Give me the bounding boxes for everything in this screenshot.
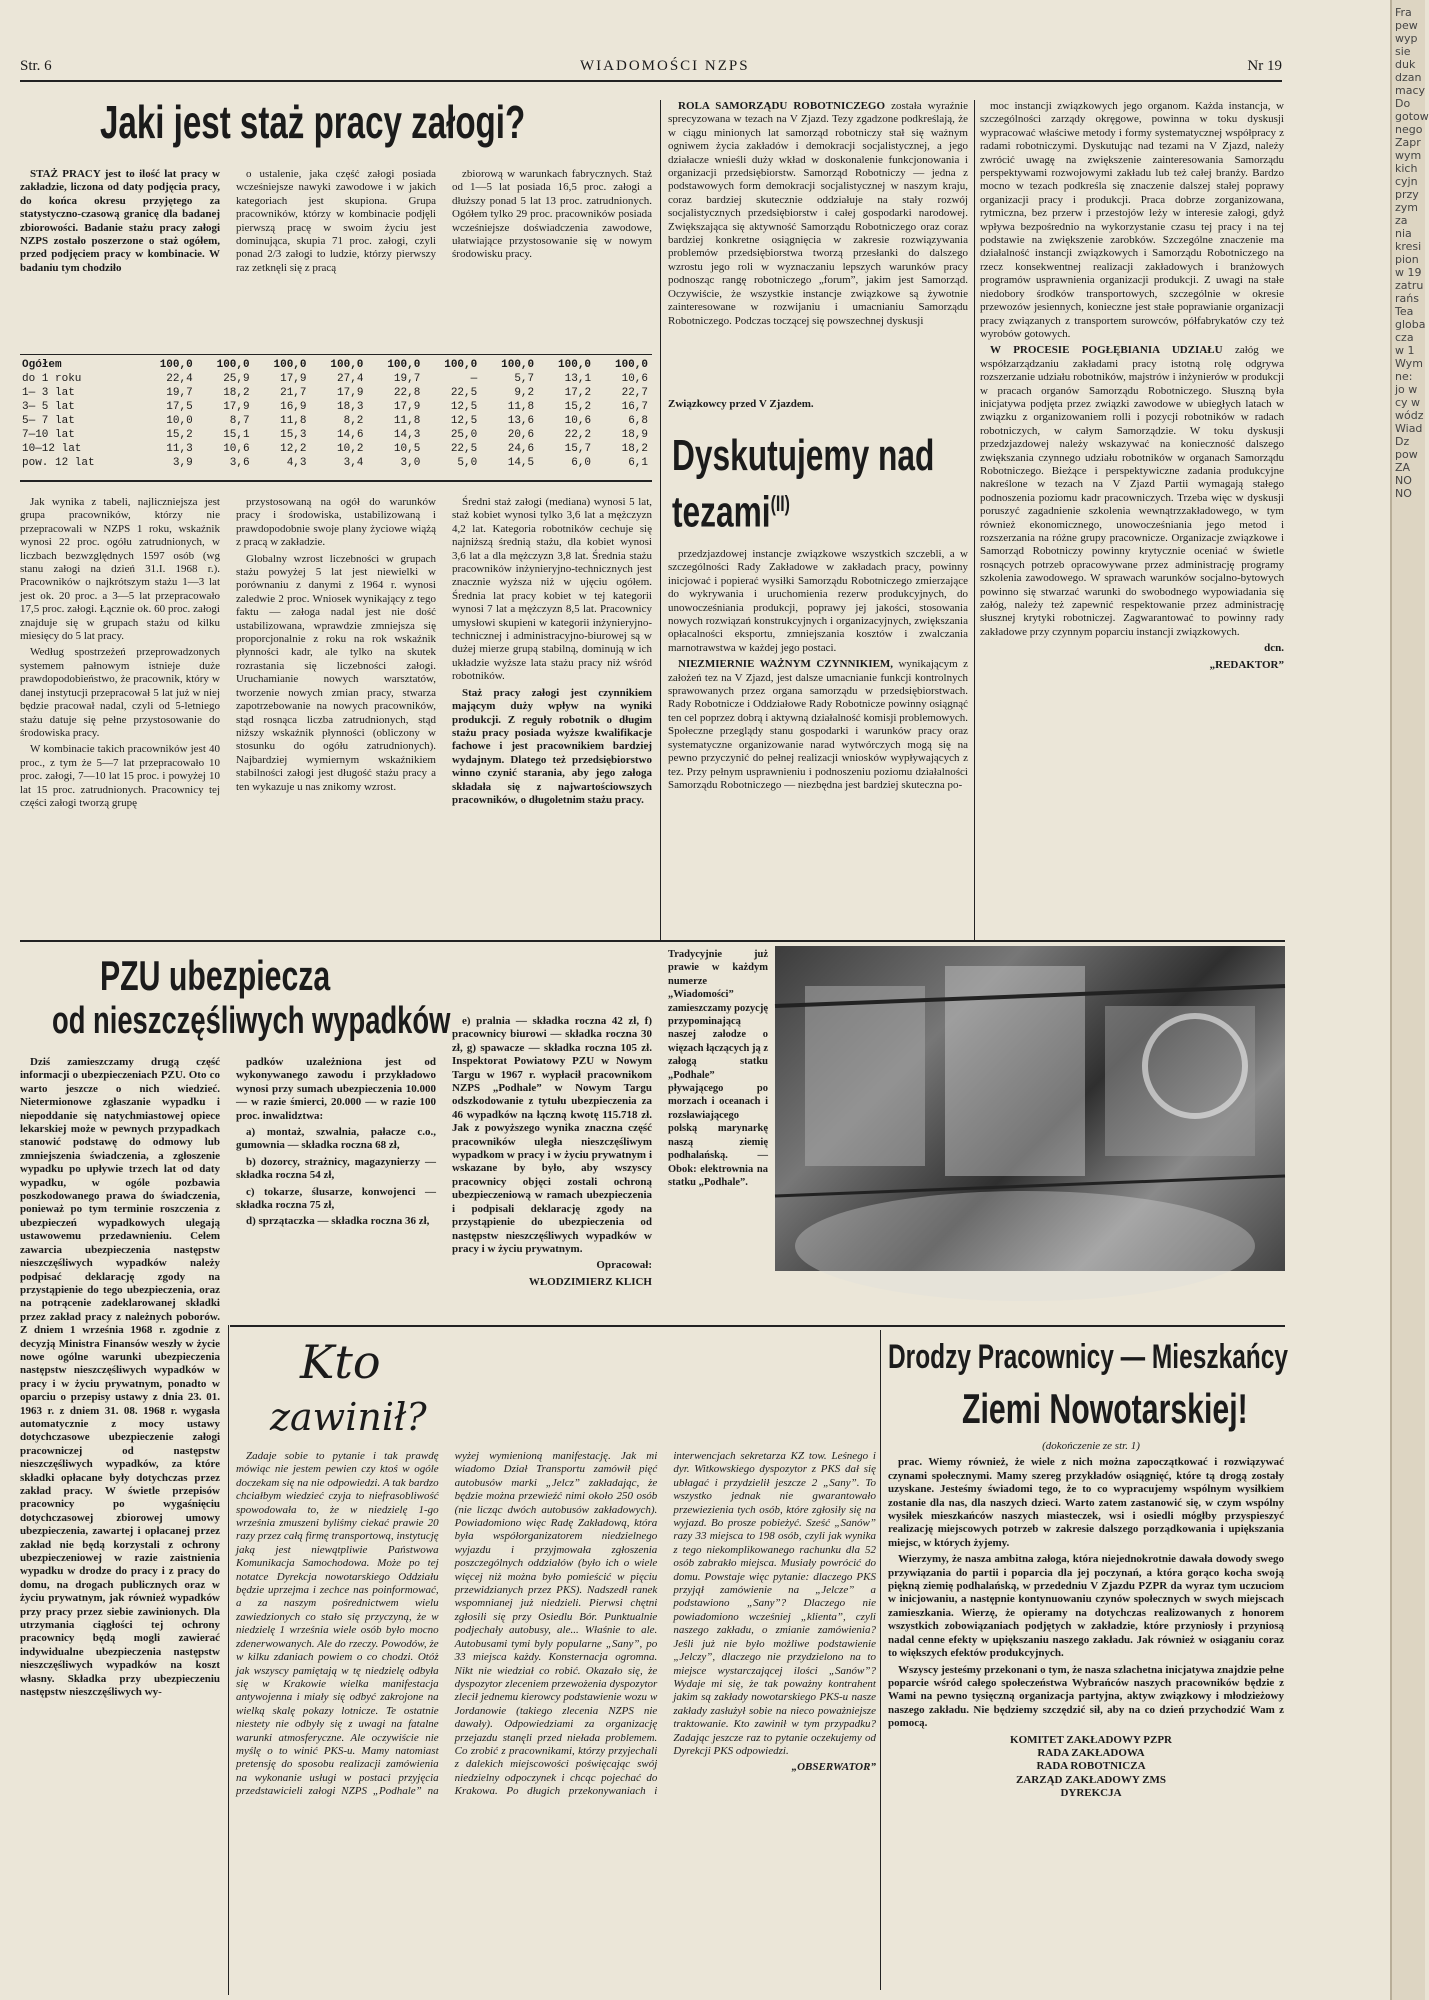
table-cell: 12,5 xyxy=(450,401,478,413)
drodzy-title-1: Drodzy Pracownicy — Mieszkańcy xyxy=(888,1338,1288,1376)
table-cell: 18,3 xyxy=(337,401,364,413)
table-row xyxy=(20,442,650,456)
table-cell: 10,0 xyxy=(166,415,193,427)
table-cell: 15,1 xyxy=(223,429,250,441)
table-cell: 14,3 xyxy=(393,429,421,441)
table-cell: 20,6 xyxy=(507,429,535,441)
table-cell: 18,9 xyxy=(621,429,648,441)
table-cell: 14,5 xyxy=(507,457,535,469)
table-cell: 10,5 xyxy=(393,443,421,455)
table-cell: 10—12 lat xyxy=(22,443,82,455)
dyskutujemy-body: przedzjazdowej instancje związkowe wszystkich szczebli, a w szczególności Rady Zakładowe w zakładach pracy, powinny inicjować i popierać wysiłki Samorządu Robotniczego zmierzające do wykrywania i uruchomienia rezerw produkcyjnych, do unowocześniania produkcji, poprawy jej jakości, stosowania nowych rozwiązań konstrukcyjnych i organizacyjnych, zwiększania opłacalności eksportu, zmniejszania kosztów i zwalczania marnotrawstwa w każdej jego postaci. NIEZMIERNIE WAŻNYM CZYNNIKIEM, wynikającym z założeń tez na V Zjazd, jest dalsze umacnianie funkcji kontrolnych sprawowanych przez organa samorządu w przedsiębiorstwach. Rady Robotnicze i Oddziałowe Rady Robotnicze powinny osiągnąć ten cel poprzez dobrą i aktywną działalność komisji problemowych. Społeczne przeglądy stanu gospodarki i warunków pracy oraz systematyczne organizowanie narad wytwórczych mogą się na pewno przyczynić do pełnej realizacji wniosków wypływających z tez. Przy pełnym usprawnieniu i podnoszeniu poziomu działalności Samorządu Robotniczego — niezbędna jest bardziej skuteczna po- xyxy=(668,548,968,791)
page-header xyxy=(20,58,1282,82)
table-cell: 7—10 lat xyxy=(22,429,75,441)
table-cell: 3,4 xyxy=(343,457,364,469)
table-cell: 22,8 xyxy=(393,387,421,399)
table-row xyxy=(20,414,650,428)
table-cell: 10,2 xyxy=(337,443,364,455)
table-cell: 8,7 xyxy=(229,415,250,427)
table-cell: 11,3 xyxy=(166,443,193,455)
table-cell: 17,9 xyxy=(393,401,421,413)
table-cell: 6,0 xyxy=(571,457,592,469)
table-cell: 5— 7 lat xyxy=(22,415,75,427)
staz-table xyxy=(20,358,650,470)
table-cell: 13,1 xyxy=(564,373,592,385)
table-cell: 17,5 xyxy=(166,401,193,413)
table-cell: 100,0 xyxy=(501,359,535,371)
table-cell: 22,5 xyxy=(450,387,478,399)
kto-title-2: zawinił? xyxy=(270,1395,427,1439)
adjacent-page-edge: Fra pew wyp sie duk dzan macy Do gotow nego Zapr wym kich cyjn przy zym za nia kresi pion w 19 zatru rańs Tea globa cza w 1 Wym ne: jo w cy w wódz Wiad Dz pow ZA NO NO xyxy=(1390,0,1425,2000)
table-cell: pow. 12 lat xyxy=(22,457,95,469)
table-cell: 13,6 xyxy=(507,415,535,427)
page-number: Str. 6 xyxy=(20,58,52,74)
table-cell: 3,6 xyxy=(229,457,250,469)
table-cell: 25,9 xyxy=(223,373,250,385)
table-cell: 12,2 xyxy=(280,443,307,455)
table-cell: 15,2 xyxy=(564,401,592,413)
table-cell: 24,6 xyxy=(507,443,535,455)
drodzy-body: (dokończenie ze str. 1) prac. Wiemy również, że wiele z nich można zapoczątkować i rozwiązywać czynami społecznymi. Mamy szereg przykładów osiągnięć, które tą drogą zostały uzyskane. Jesteśmy świadomi tego, że to co wypracujemy wspólnym wysiłkiem zostanie dla nas, dla naszych dzieci. Warto zatem zastanowić się, w czym wspólny wysiłek mieszkańców naszych miasteczek, wsi i osiedli mógłby przyspieszyć realizację miejscowych potrzeb w zakresie dalszego porządkowania i upiększania miejsc, w których żyjemy. Wierzymy, że nasza ambitna załoga, która niejednokrotnie dawała dowody swego przywiązania do partii i poparcia dla jej poczynań, a która gorąco kocha swoją piękną ziemię podhalańską, w przededniu V Zjazdu PZPR da wyraz tym uczuciom w inicjowaniu, a następnie kontynuowaniu czynów społecznych w swych miejscach zamieszkania. Wierzę, że opieramy na dotychczas realizowanych z honorem wszystkich zobowiązaniach podjętych w zakładzie, które przyniosły i przyniosą nadal cenne efekty w upiększaniu naszego zakładu. Jak również w osiąganiu coraz to większych efektów produkcyjnych. Wszyscy jesteśmy przekonani o tym, że nasza szlachetna inicjatywa znajdzie pełne poparcie wśród całego społeczeństwa Wybrańców naszych pracowników będzie z Wami na pewno tysięczną organizacja partyjna, aktyw związkowy i młodzieżowy naszego zakładu. Nie będziemy szczędzić sił, aby na co dzień przychodzić Wam z pomocą. KOMITET ZAKŁADOWY PZPR RADA ZAKŁADOWA RADA ROBOTNICZA ZARZĄD ZAKŁADOWY ZMS DYREKCJA xyxy=(888,1440,1284,1800)
table-cell: 25,0 xyxy=(450,429,478,441)
newspaper-title: WIADOMOŚCI NZPS xyxy=(580,58,750,74)
samorzad-intro: ROLA SAMORZĄDU ROBOTNICZEGO została wyraźnie sprecyzowana w tezach na V Zjazd. Tezy zgadzone podkreślają, że w ciągu minionych lat samorząd robotniczy stał się ważnym ogniwem życia zakładów i demokracji socjalistycznej, a jego działacze wnieśli duży wkład w doskonalenie funkcjonowania i organizacji przedsiębiorstw. Samorząd Robotniczy — jedna z podstawowych form demokracji socjalistycznej w naszym kraju, coraz bardziej skutecznie oddziałuje na stały rozwój socjalistycznych przedsiębiorstw i całej gospodarki narodowej. Zwiększająca się aktywność Samorządu Robotniczego oraz coraz bardziej konkretne osiągnięcia w zakresie rozwiązywania problemów przedsiębiorstwa tworzą przesłanki do dalszego wzrostu jego roli w wyznaczaniu lepszych warunków pracy podnosząc rangę robotniczego „forum”, jakim jest Samorząd. Oczywiście, że wszystkie instancje związkowe są żywotnie zainteresowane w rozwijaniu i umacnianiu Samorządu Robotniczego. Podczas toczącej się powszechnej dyskusji xyxy=(668,100,968,327)
table-cell: 1— 3 lat xyxy=(22,387,75,399)
table-cell: 6,8 xyxy=(628,415,648,427)
pzu-col2: padków uzależniona jest od wykonywanego zawodu i przykładowo wynosi przy sumach ubezpieczenia 10.000 — w razie śmierci, 20.000 — w razie 100 proc. inwalidztwa: a) montaż, szwalnia, pałacze c.o., gumownia — składka roczna 68 zł, b) dozorcy, strażnicy, magazynierzy — składka roczna 54 zł, c) tokarze, ślusarze, konwojenci — składka roczna 75 zł, d) sprzątaczka — składka roczna 36 zł, xyxy=(236,1056,436,1228)
table-cell: 16,7 xyxy=(621,401,648,413)
pzu-col1: Dziś zamieszczamy drugą część informacji o ubezpieczeniach PZU. Oto co warto jeszcze o nich wiedzieć. Nietermionowe zgłaszanie wypadku i niepoddanie się natychmiastowej opiece lekarskiej może w pewnych przypadkach stanowić podstawę do odmowy lub zmniejszenia świadczenia, a zgłoszenie wypadku po upływie trzech lat od daty wypadku, w ogóle pozbawia poszkodowanego prawa do świadczenia, ponieważ po tym terminie roszczenia z ubezpieczeń wypadkowych ulegają ustawowemu przedawnieniu. Celem zawarcia ubezpieczenia następstw nieszczęśliwych wypadków należy podpisać deklarację zgody na przystąpienie do tego ubezpieczenia, oraz na potrącenie zadeklarowanej składki przez zakład pracy z należnych poborów. Z dniem 1 września 1968 r. zgodnie z decyzją Ministra Finansów weszły w życie nowe ogólne warunki ubezpieczenia następstw nieszczęśliwych wypadków w pracy i w życiu prywatnym, ponadto w oparciu o przepisy ustawy z dnia 23. 01. 1963 r. z dniem 31. 08. 1968 r. wygasła automatycznie z mocy ustawy dotychczasowe ubezpieczenie załogi pracowniczej od następstw nieszczęśliwych wypadków, za które składki opłacane były dotychczas przez zakład pracy. W świetle przepisów pracownicy po wygaśnięciu dotychczasowej zbiorowej umowy ubezpieczenia, zawartej i opłacanej przez zakład nie będą korzystali z ochrony ubezpieczeniowej w razie zaistnienia wypadku w drodze do pracy i z pracy do domu, na drogach publicznych oraz w życiu prywatnym, jak również wypadków przy pracy przez siebie zawinionych. Dla utrzymania ciągłości tej ochrony pracownicy będą mogli zawierać indywidualne ubezpieczenia następstw nieszczęśliwych wypadków na koszt własny. Składka przy ubezpieczeniu następstw nieszczęśliwych wy- xyxy=(20,1056,220,1699)
table-cell: 11,8 xyxy=(507,401,535,413)
staz-intro-3: zbiorową w warunkach fabrycznych. Staż od 1—5 lat posiada 16,5 proc. załogi a dłuższy ponad 5 lat 13 proc. zatrudnionych. Ogółem tylko 29 proc. pracowników posiada wcześniejsze doświadczenia zawodowe, ułatwiające przystosowanie się w nowym środowisku pracy. xyxy=(452,168,652,261)
table-cell: 5,0 xyxy=(457,457,478,469)
table-cell: 22,5 xyxy=(450,443,478,455)
table-cell: 8,2 xyxy=(343,415,364,427)
ship-engine-room-photo xyxy=(775,946,1285,1271)
table-cell: — xyxy=(470,373,478,385)
dyskutujemy-title: Dyskutujemy nad tezami$^{(II)}$ xyxy=(672,431,935,537)
staz-body-col2: przystosowaną na ogół do warunków pracy i środowiska, ustabilizowaną i prawdopodobnie swoje plany życiowe wiążą z pracą w zakładzie. Globalny wzrost liczebności w grupach stażu powyżej 5 lat jest niewielki w porównaniu z danymi z 1964 r. wynosi zaledwie 2 proc. Wniosek wynikający z tego faktu — załoga nadal jest nie dość ustabilizowana, wprawdzie zmniejsza się proporcjonalnie z roku na rok wskaźnik płynności kadr, ale tylko na skutek rozrastania się liczebności załogi. Uruchamianie nowych warsztatów, tworzenie nowych zmian pracy, stwarza zapotrzebowanie na nowych pracowników, stąd rosnąca liczba zatrudnionych, stąd niższy wskaźnik płynności (obliczony w stosunku do ogółu zatrudnionych). Najbardziej wymiernym wskaźnikiem stabilności załogi jest długość stażu pracy a ten wykazuje u nas znikomy wzrost. xyxy=(236,496,436,793)
kto-title-1: Kto xyxy=(300,1335,381,1389)
kto-body: Zadaje sobie to pytanie i tak prawdę mówiąc nie jestem pewien czy ktoś w ogóle doczekam się na nie odpowiedzi. A tak bardzo chciałbym wiedzieć czyja to niefrasobliwość spowodowała to, że w niedzielę 1-go września zmuszeni byliśmy ciekać prawie 20 razy przez całą firmę transportową, instytucję jaką jest niewątpliwie Państwowa Komunikacja Samochodowa. Może po tej notatce Dyrekcja nowotarskiego Oddziału będzie uprzejma i zechce nas poinformować, a za naszym pośrednictwem wielu zawiedzionych co stało się przyczyną, że w niedzielę 1 września wiele osób było mocno zdenerwowanych. Ale do rzeczy. Powodów, że w kilku zdaniach powiem o co chodzi. Otóż jak wszyscy pamiętają w tę niedzielę odbyła się w Krakowie wielka manifestacja antywojenna i miały się odbyć zakrojone na wielką skalę pokazy lotnicze. Te ostatnie niestety nie odbyły się z uwagi na fatalne warunki atmosferyczne. Ale oczywiście nie myślę o to winić PKS-u. Mamy natomiast pretensję do sposobu realizacji zamówienia na wykonanie usługi w postaci przyjęcia przedstawicieli załogi NZPS „Podhale” na wyżej wymienioną manifestację. Jak mi wiadomo Dział Transportu zamówił pięć autobusów marki „Jelcz” zakładając, że będzie można przewieźć nimi około 250 osób (nie licząc dwóch autobusów zakładowych). Powiadomiono więc Radę Zakładową, która była współorganizatorem niedzielnego wyjazdu i przyjmowała zgłoszenia poszczególnych oddziałów (było ich o wiele więcej niż można było pomieścić w pięciu przewidzianych przez PKS). Nadszedł ranek wspomnianej już niedzieli. Pierwsi chętni zgłosili się przy Osiedlu Bór. Punktualnie podjechały autobusy, ale... Właśnie to ale. Autobusami tymi byly popularne „Sany”, po 33 miejsca każdy. Konsternacja ogromna. Nikt nie wiedział co robić. Okazało się, że dyspozytor zleceniem przewożenia dyspozytor zlecił jednemu kierowcy podstawienie wozu w Jordanowie (takiego zlecenia NZPS nie dawały). Odpowiedziami za organizację przejazdu stanęli przed niełada problemem. Co zrobić z pracownikami, którzy przyjechali z dalekich miejscowości poświęcając swój niedzielny odpoczynek i chcąc pojechać do Krakowa. Po długich przekonywaniach i interwencjach sekretarza KZ tow. Leśnego i dyr. Witkowskiego dyspozytor z PKS dał się ubłagać i przydzielił jeszcze 2 „Sany”. To wszystko jednak nie gwarantowało przewiezienia tych osób, które zgłosiły się na wyjazd. Bo prosze pobieżyć. Sześć „Sanów” razy 33 miejsca to 198 osób, czyli jak wynika z tego niekomplikowanego rachunku dla 52 osób zabrakło miejsca. Musiały powrócić do domu. Powstaje więc pytanie: dlaczego PKS przyjął zamówienie na „Jelcze” a podstawiono „Sany”? Dlaczego nie powiadomiono wcześniej „klienta”, czyli naszego zakładu, o zmianie zamówienia? Jeśli już nie było możliwe podstawienie „Jelczy”, dlaczego nie przydzielono na to miejsce wystarczającej ilości „Sanów”? Wydaje mi się, że tak poważny kontrahent jakim są zakłady nowotarskiego PKS-u nasze zakłady zasłużył sobie na nieco poważniejsze traktowanie. Kto zawinił w tym przypadku? Zadając jeszcze raz to pytanie oczekujemy od Dyrekcji PKS odpowiedzi. „OBSERWATOR” xyxy=(236,1450,876,1798)
table-cell: 17,2 xyxy=(564,387,592,399)
staz-intro-2: o ustalenie, jaka część załogi posiada wcześniejsze nawyki zawodowe i w jakich kategoriach jest skupiona. Grupa pracowników, którzy w kombinacie podjęli pierwszą pracę w swoim życiu jest dominująca, skupia 71 proc. załogi, czyli ponad 2/3 załogi to ludzie, którzy pierwszy raz zetknęli się z pracą xyxy=(236,168,436,274)
pzu-title-1: PZU ubezpiecza xyxy=(100,952,331,999)
table-cell: 3— 5 lat xyxy=(22,401,75,413)
table-row xyxy=(20,372,650,386)
table-cell: 14,6 xyxy=(337,429,364,441)
table-row xyxy=(20,358,650,372)
table-cell: 16,9 xyxy=(280,401,307,413)
table-cell: 9,2 xyxy=(514,387,535,399)
table-row xyxy=(20,400,650,414)
table-cell: 100,0 xyxy=(330,359,364,371)
table-cell: 22,4 xyxy=(166,373,193,385)
table-cell: Ogółem xyxy=(22,359,62,371)
table-row xyxy=(20,386,650,400)
photo-caption: Tradycyjnie już prawie w każdym numerze „Wiadomości” zamieszczamy pozycję przypominającą naszej załodze o więzach łączących ją z załogą statku „Podhale” pływającego po morzach i oceanach i rozsławiającego polską marynarkę naszą ziemię podhalańską. — Obok: elektrownia na statku „Podhale”. xyxy=(668,949,769,1188)
staz-body-col1: Jak wynika z tabeli, najliczniejsza jest grupa pracowników, którzy nie przepracowali w NZPS 1 roku, wskaźnik wynosi 22 proc. ogółu zatrudnionych, w liczbach bezwzględnych 1597 osób (wg stanu załogi na dzień 31.I. 1968 r.). Pracowników o najkrótszym stażu 1—3 lat jest ok. 20 proc. a 3—5 lat przepracowało 17,5 proc. załogi. Łącznie ok. 60 proc. załogi znajduje się w grupach stażu od kilku miesięcy do 5 lat pracy. Według spostrzeżeń przeprowadzonych systemem pałnowym istnieje duże prawdopodobieństwo, że pracownik, który w danej instytucji przepracował 5 lat już w niej będzie pracował nadal, czyli od 5-letniego stażu datuje się pełne przystosowanie do środowiska pracy. W kombinacie takich pracowników jest 40 proc., z tym że 5—7 lat przepracowało 10 proc. załogi, 7—10 lat 15 proc. i powyżej 10 lat 15 proc. zatrudnionych. Pracownicy tej części załogi tworzą grupę xyxy=(20,496,220,809)
table-cell: 100,0 xyxy=(216,359,250,371)
table-cell: 11,8 xyxy=(393,415,421,427)
table-row xyxy=(20,428,650,442)
table-cell: 15,3 xyxy=(280,429,307,441)
table-cell: 100,0 xyxy=(387,359,421,371)
dyskutujemy-col2: moc instancji związkowych jego organom. Każda instancja, w szczególności zarządy okręgowe, powinna w toku dyskusji wypracować właściwe metody i formy systematycznej współpracy z radami robotniczymi. Dyskutując nad tezami na V Zjazd, należy zwrócić uwagę na zwiększenie zainteresowania Samorządu perspektywami rozwojowymi zakładu lub też całej branży. Bardzo mocno w tezach podkreśla się znaczenie dalszej stałej poprawy organizacji pracy i produkcji. Praca dobrze zorganizowana, rytmiczna, bez przerw i przestojów leży w interesie załogi, gdyż wpływa bezpośrednio na wykorzystanie czasu tej pracy i na tej podstawie na zwiększenie zarobków. Szczególne znaczenie ma działalność instancji związkowych i Samorządu Robotniczego na rzecz konsekwentnej realizacji zakładowych i branżowych programów usprawnienia organizacji produkcji. Z uwagi na stałe niedobory środków transportowych, szczególnie w okresie przewozów jesiennych, konieczne jest stałe poprawianie organizacji pracy związanych z transportem surowców, półfabrykatów czy też wyrobów gotowych. W PROCESIE POGŁĘBIANIA UDZIAŁU załóg we współzarządzaniu zakładami pracy istotną rolę odgrywa rozszerzanie udziału robotników, majstrów i inżynierów w produkcji w pracach organów Samorządu Robotniczego. Słuszną była inicjatywa podjęta przez związki zawodowe w ubiegłych latach w związku z organizowaniem rolli i pozycji robotników w radach robotniczych, w całym Samorządzie. W toku dyskusji przedzjazdowej należy wskazywać na konieczność dalszego zwiększania czynnego udziału robotników w organach Samorządu Robotniczego. Bieżące i perspektywiczne zadania produkcyjne nakreślone w tezach na V Zjazd Partii wymagają stałego podnoszenia poziomu kadr pracowniczych. Trzeba więc w dyskusji poruszyć zagadnienie szkolenia wewnątrzzakładowego, w tym również ekonomicznego, unowocześniania jego metod i rozszerzania na różne grupy pracownicze. Organizacje związkowe i Samorząd Robotniczy powinny krytycznie oceniać w świetle rosnących potrzeb opracowywane przez administrację programy szkolenia zawodowego. W sprawach warunków socjalno-bytowych powinno się stwarzać warunki do swobodnego wypowiadania się załóg, należy też zapewnić respektowanie przez administrację słusznej krytyki robotniczej. Zagwarantować to powinny rady zakładowe przy czynnym poparciu instancji związkowych. dcn. „REDAKTOR” xyxy=(980,100,1284,671)
table-cell: 21,7 xyxy=(280,387,307,399)
engine-room-illustration xyxy=(775,946,1285,1271)
table-cell: 17,9 xyxy=(280,373,307,385)
table-cell: 11,8 xyxy=(280,415,307,427)
table-cell: 5,7 xyxy=(514,373,535,385)
table-cell: 10,6 xyxy=(223,443,250,455)
dyskutujemy-kicker: Związkowcy przed V Zjazdem. xyxy=(668,398,814,410)
staz-title: Jaki jest staż pracy załogi? xyxy=(100,96,526,148)
drodzy-title-2: Ziemi Nowotarskiej! xyxy=(962,1385,1248,1432)
table-cell: 22,7 xyxy=(621,387,648,399)
table-cell: 12,5 xyxy=(450,415,478,427)
table-cell: 6,1 xyxy=(628,457,648,469)
table-cell: 3,0 xyxy=(400,457,421,469)
staz-intro: STAŻ PRACY jest to ilość lat pracy w zakładzie, liczona od daty podjęcia pracy, do końca okresu przyjętego za statystyczno-czasową granicę dla badanej zbiorowości. Badanie stażu pracy załogi NZPS zostało poszerzone o staż ogółem, przed podjęciem pracy w kombinacie. W badaniu tym chodziło xyxy=(20,168,220,274)
table-cell: 4,3 xyxy=(286,457,307,469)
table-cell: 100,0 xyxy=(444,359,478,371)
table-cell: 100,0 xyxy=(614,359,648,371)
issue-number: Nr 19 xyxy=(1247,58,1282,74)
table-cell: 15,2 xyxy=(166,429,193,441)
table-cell: 15,7 xyxy=(564,443,592,455)
staz-body-col3: Średni staż załogi (mediana) wynosi 5 lat, staż kobiet wynosi tylko 3,6 lat a mężczyzn 4,2 lat. Kategoria robotników cechuje się najniższą średnią stażu, dla kobiet wynosi 3,6 lat a dla mężczyzn 3,8 lat. Średnia stażu pracowników inżynieryjno-technicznych jest znacznie wyższa niż w ujęciu ogółem. Średnia lat pracy kobiet w tej kategorii wynosi 7 lat a mężczyzn 8,5 lat. Pracownicy umysłowi skupieni w kategorii inżynieryjno-technicznej i administracyjno-biurowej są w dużej mierze grupą stabilną, dominują w ich układzie wyższe lata stażu pracy niż wśród robotników. Staż pracy załogi jest czynnikiem mającym duży wpływ na wyniki produkcji. Z reguły robotnik o długim stażu pracy posiada wyższe kwalifikacje fachowe i jest pracownikiem bardziej wydajnym. Dlatego też przedsiębiorstwo winno czynić starania, aby jego załoga składała się z najwartościowszych pracowników, o długoletnim stażu pracy. xyxy=(452,496,652,806)
table-cell: 3,9 xyxy=(172,457,193,469)
table-cell: 22,2 xyxy=(564,429,592,441)
pzu-col3: e) pralnia — składka roczna 42 zł, f) pracownicy biurowi — składka roczna 30 zł, g) spawacze — składka roczna 105 zł. Inspektorat Powiatowy PZU w Nowym Targu w 1967 r. wypłacił pracownikom NZPS „Podhale” w Nowym Targu odszkodowanie z tytułu ubezpieczenia za 46 wypadków na łączną kwotę 115.718 zł. Jak z powyższego wynika znaczna część pracowników uległa nieszczęśliwym wypadkom w pracy i w życiu prywatnym i wskazane by było, aby wszyscy pracownicy objęci zostali ochroną ubezpieczeniową w ramach ubezpieczenia i podpisali deklarację zgody na przystąpienie do ubezpieczenia od następstw nieszczęśliwych wypadków w pracy i w życiu prywatnym. Opracował: WŁODZIMIERZ KLICH xyxy=(452,1015,652,1288)
table-cell: 17,9 xyxy=(223,401,250,413)
table-cell: 100,0 xyxy=(273,359,307,371)
table-cell: 18,2 xyxy=(223,387,250,399)
table-cell: 27,4 xyxy=(337,373,364,385)
pzu-title-2: od nieszczęśliwych wypadków xyxy=(52,1000,451,1042)
table-cell: 10,6 xyxy=(564,415,592,427)
table-cell: 18,2 xyxy=(621,443,648,455)
table-row xyxy=(20,456,650,470)
table-cell: 17,9 xyxy=(337,387,364,399)
table-cell: 100,0 xyxy=(159,359,193,371)
table-cell: 100,0 xyxy=(558,359,592,371)
table-cell: 19,7 xyxy=(166,387,193,399)
table-cell: do 1 roku xyxy=(22,373,82,385)
table-cell: 10,6 xyxy=(621,373,648,385)
table-cell: 19,7 xyxy=(393,373,421,385)
